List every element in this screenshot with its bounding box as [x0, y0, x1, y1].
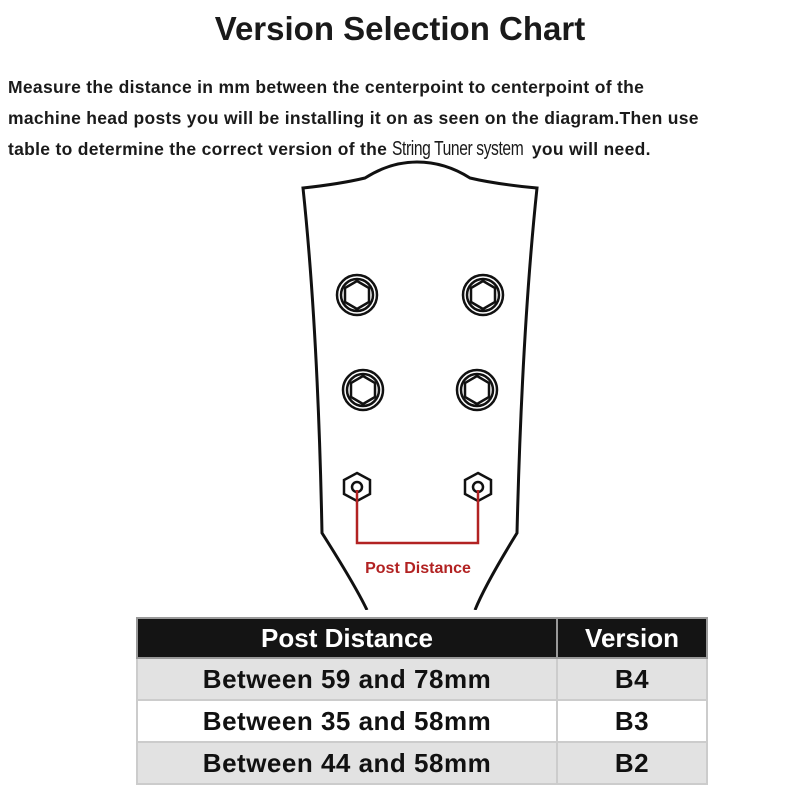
tuner-post-icon	[337, 275, 377, 315]
brand-name: String Tuner system	[392, 138, 524, 160]
tuner-post-icon	[463, 275, 503, 315]
tuner-post-icon	[343, 370, 383, 410]
instruction-text: you will need.	[526, 139, 651, 159]
page-title: Version Selection Chart	[214, 10, 586, 47]
table-row	[137, 700, 707, 742]
post-distance-label: Post Distance	[365, 560, 471, 577]
instruction-line: machine head posts you will be installing it on as seen on the diagram.Then use	[8, 108, 699, 128]
header-post-distance: Post Distance	[137, 618, 557, 658]
distance-cell: Between 35 and 58mm	[137, 700, 557, 742]
header-version: Version	[557, 618, 707, 658]
instruction-text: table to determine the correct version of the	[8, 139, 393, 159]
tuner-post-icon	[457, 370, 497, 410]
table-row	[137, 658, 707, 700]
post-distance-line	[357, 490, 478, 543]
version-cell: B4	[557, 658, 707, 700]
version-table	[136, 617, 708, 785]
table-row	[137, 742, 707, 784]
instruction-line: Measure the distance in mm between the centerpoint to centerpoint of the	[8, 77, 645, 97]
version-cell: B3	[557, 700, 707, 742]
version-cell: B2	[557, 742, 707, 784]
distance-cell: Between 59 and 78mm	[137, 658, 557, 700]
distance-cell: Between 44 and 58mm	[137, 742, 557, 784]
table-header	[137, 618, 707, 658]
